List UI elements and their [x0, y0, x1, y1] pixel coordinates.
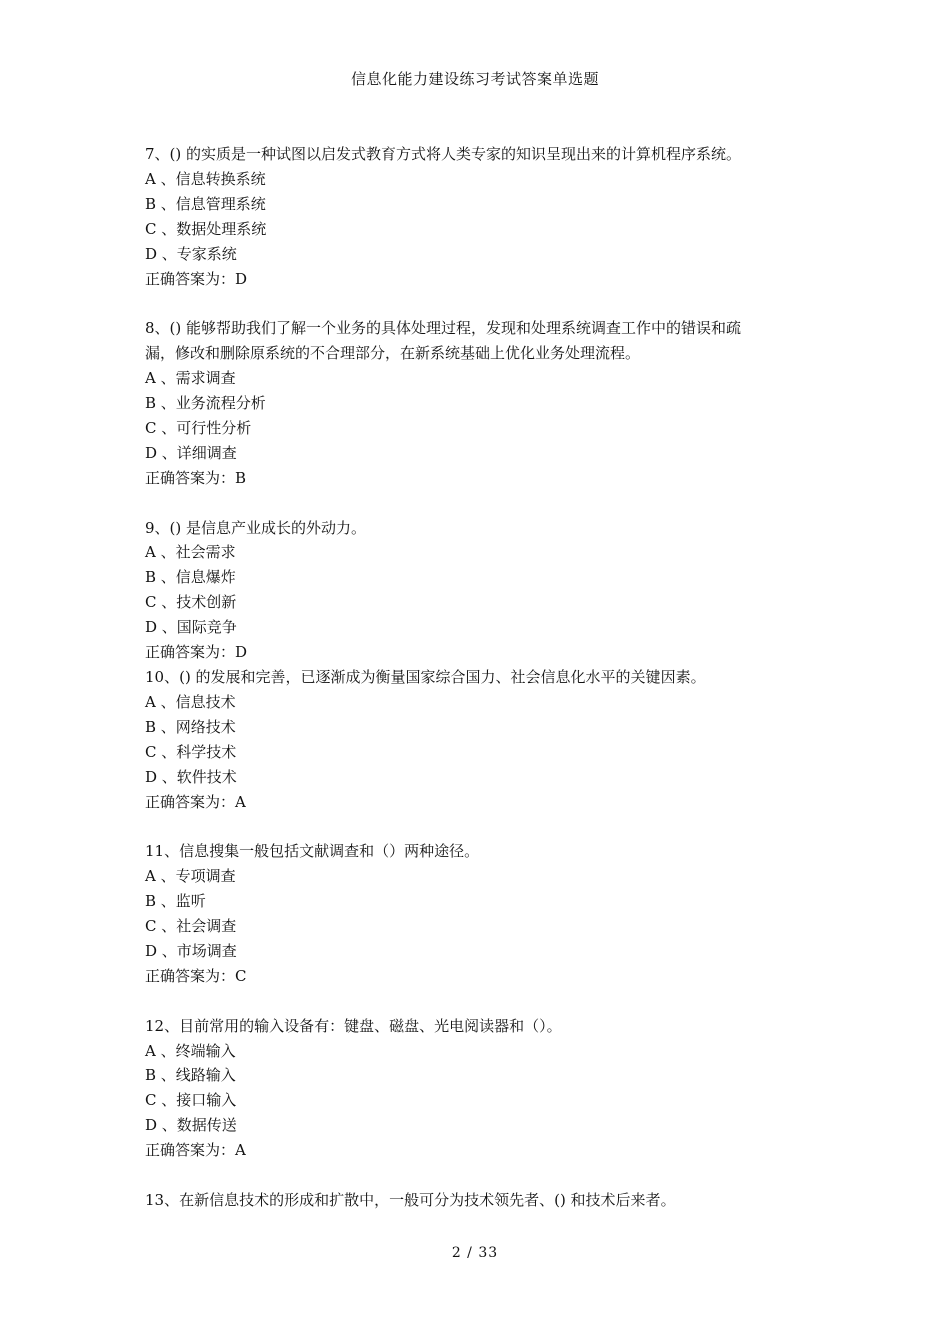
answer-option: D 、国际竞争: [145, 618, 237, 637]
answer-option: D 、软件技术: [145, 767, 237, 786]
question-block: [145, 516, 825, 665]
question-stem: 13、在新信息技术的形成和扩散中，一般可分为技术领先者、() 和技术后来者。: [145, 1190, 676, 1209]
answer-option: B 、业务流程分析: [145, 394, 266, 413]
answer-option: A 、需求调查: [145, 369, 236, 388]
question-stem: 11、信息搜集一般包括文献调查和（）两种途径。: [145, 842, 480, 861]
answer-option: D 、数据传送: [145, 1116, 237, 1135]
question-list: [145, 142, 825, 1213]
answer-option: A 、专项调查: [145, 867, 236, 886]
answer-option: A 、终端输入: [145, 1041, 236, 1060]
answer-option: B 、信息爆炸: [145, 568, 236, 587]
correct-answer: 正确答案为：D: [145, 269, 248, 288]
question-block: [145, 1188, 825, 1213]
question-stem: 漏，修改和删除原系统的不合理部分，在新系统基础上优化业务处理流程。: [145, 344, 641, 363]
question-block: [145, 665, 825, 814]
page-title: 信息化能力建设练习考试答案单选题: [350, 70, 599, 88]
answer-option: C 、科学技术: [145, 742, 237, 761]
answer-option: C 、数据处理系统: [145, 219, 267, 238]
answer-option: D 、市场调查: [145, 941, 237, 960]
question-stem: 7、() 的实质是一种试图以启发式教育方式将人类专家的知识呈现出来的计算机程序系统。: [145, 145, 742, 163]
spacer: [145, 491, 825, 516]
answer-option: B 、线路输入: [145, 1066, 236, 1085]
page-number: 2 / 33: [451, 1245, 499, 1261]
answer-option: C 、可行性分析: [145, 418, 252, 437]
spacer: [145, 291, 825, 316]
spacer: [145, 1163, 825, 1188]
correct-answer: 正确答案为：A: [145, 1141, 246, 1160]
question-block: [145, 142, 825, 291]
answer-option: C 、技术创新: [145, 593, 237, 612]
question-stem: 10、() 的发展和完善，已逐渐成为衡量国家综合国力、社会信息化水平的关键因素。: [145, 668, 706, 686]
correct-answer: 正确答案为：D: [145, 643, 248, 662]
question-stem: 8、() 能够帮助我们了解一个业务的具体处理过程，发现和处理系统调查工作中的错误和疏: [145, 319, 742, 338]
correct-answer: 正确答案为：A: [145, 792, 246, 811]
answer-option: D 、详细调查: [145, 443, 237, 462]
answer-option: A 、信息转换系统: [145, 169, 266, 188]
correct-answer: 正确答案为：B: [145, 468, 247, 487]
answer-option: B 、监听: [145, 892, 206, 911]
answer-option: B 、网络技术: [145, 717, 236, 736]
spacer: [145, 814, 825, 839]
answer-option: D 、专家系统: [145, 244, 237, 263]
answer-option: A 、信息技术: [145, 692, 236, 711]
question-block: [145, 1014, 825, 1163]
spacer: [145, 989, 825, 1014]
question-stem: 12、目前常用的输入设备有：键盘、磁盘、光电阅读器和（）。: [145, 1016, 562, 1035]
answer-option: A 、社会需求: [145, 543, 236, 562]
question-stem: 9、() 是信息产业成长的外动力。: [145, 518, 367, 537]
answer-option: C 、社会调查: [145, 917, 237, 936]
question-block: [145, 316, 825, 490]
question-block: [145, 839, 825, 988]
answer-option: B 、信息管理系统: [145, 194, 266, 213]
answer-option: C 、接口输入: [145, 1091, 237, 1110]
correct-answer: 正确答案为：C: [145, 966, 247, 985]
